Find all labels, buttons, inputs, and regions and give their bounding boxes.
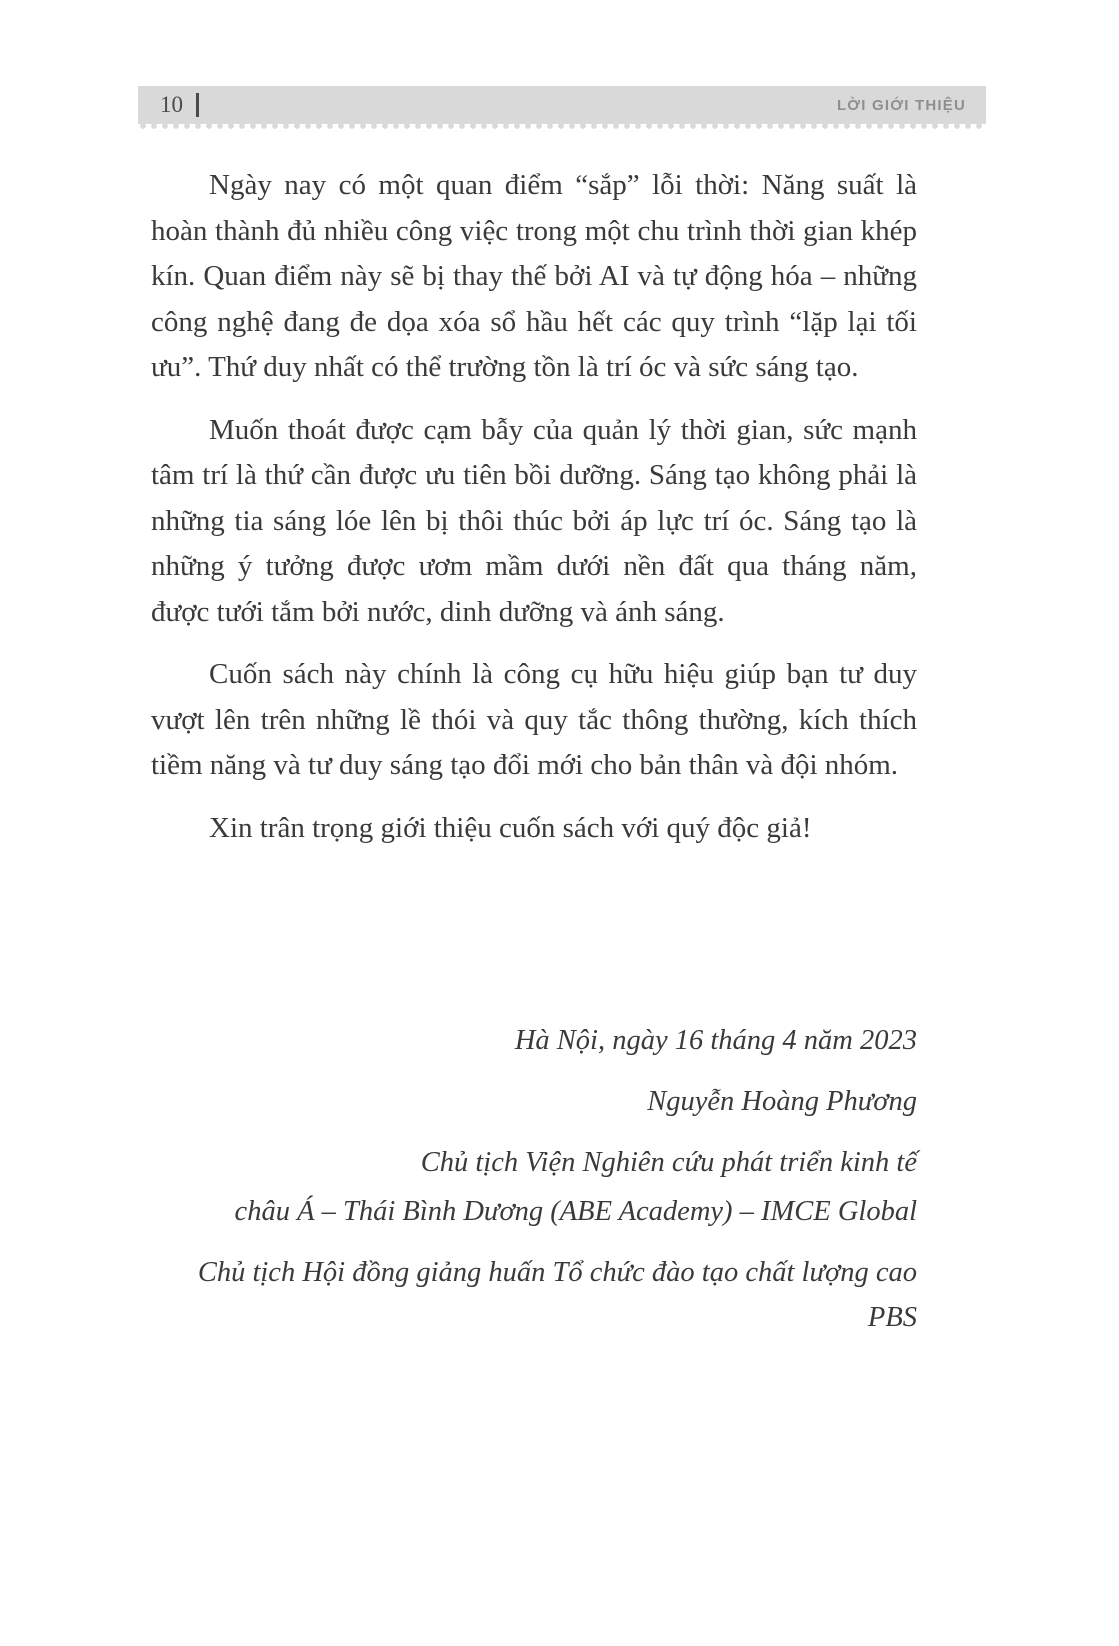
closing-line: Xin trân trọng giới thiệu cuốn sách với quý độc giả! xyxy=(209,811,812,844)
running-header-title: LỜI GIỚI THIỆU xyxy=(836,96,966,114)
page-number: 10 xyxy=(160,92,183,117)
paragraph-3: Cuốn sách này chính là công cụ hữu hiệu giúp bạn tư duy vượt lên trên những lề thói và quy tắc thông thường, kích thích tiềm năng và tư duy sáng tạo đổi mới cho bản thân và đội nhóm. xyxy=(151,658,917,781)
paragraph-1: Ngày nay có một quan điểm “sắp” lỗi thời: Năng suất là hoàn thành đủ nhiều công việc trong một chu trình thời gian khép kín. Quan điểm này sẽ bị thay thế bởi AI và tự động hóa – những công nghệ đang đe dọa xóa sổ hầu hết các quy trình “lặp lại tối ưu”. Thứ duy nhất có thể trường tồn là trí óc và sức sáng tạo. xyxy=(151,169,917,383)
page-number-group xyxy=(160,92,199,118)
paragraph-2: Muốn thoát được cạm bẫy của quản lý thời gian, sức mạnh tâm trí là thứ cần được ưu tiên bồi dưỡng. Sáng tạo không phải là những tia sáng lóe lên bị thôi thúc bởi áp lực trí óc. Sáng tạo là những ý tưởng được ươm mầm dưới nền đất qua tháng năm, được tưới tắm bởi nước, dinh dưỡng và ánh sáng. xyxy=(151,413,917,628)
page-number-divider xyxy=(196,93,199,117)
signature-title-line-2: châu Á – Thái Bình Dương (ABE Academy) – IMCE Global xyxy=(234,1196,917,1227)
signature-title-line-1: Chủ tịch Viện Nghiên cứu phát triển kinh tế xyxy=(420,1147,917,1178)
running-header xyxy=(138,86,986,124)
signature-author-name: Nguyễn Hoàng Phương xyxy=(647,1086,917,1117)
signature-block xyxy=(151,1018,917,1340)
signature-date-line: Hà Nội, ngày 16 tháng 4 năm 2023 xyxy=(514,1025,917,1056)
body-text xyxy=(151,163,917,851)
signature-title-line-3: Chủ tịch Hội đồng giảng huấn Tổ chức đào tạo chất lượng cao PBS xyxy=(197,1257,917,1333)
